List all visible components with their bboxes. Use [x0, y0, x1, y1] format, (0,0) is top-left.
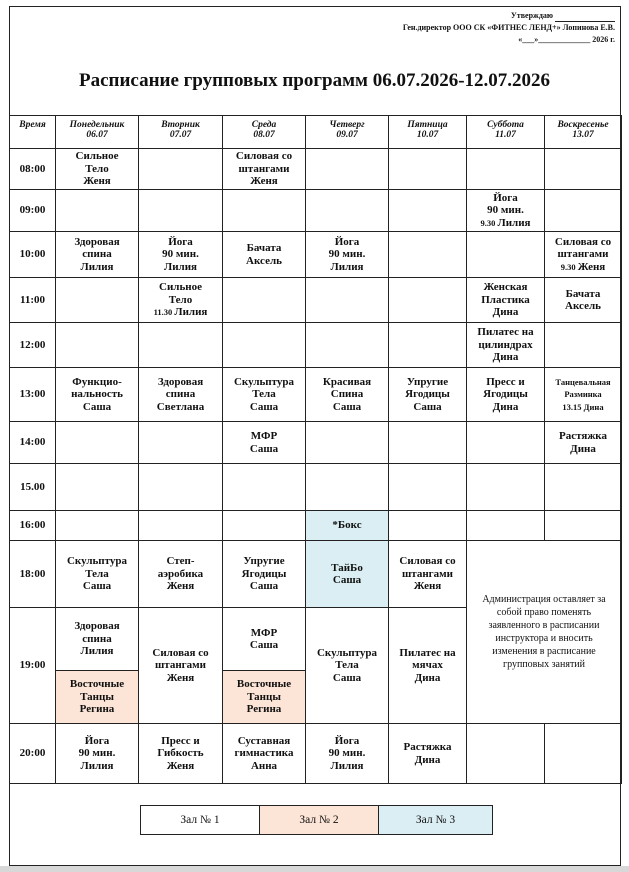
- class-line: Пилатес на: [477, 326, 534, 339]
- class-line: Лилия: [80, 759, 114, 772]
- class-line: Регина: [79, 703, 115, 716]
- class-line: мячах: [412, 659, 443, 672]
- class-line: Анна: [250, 759, 278, 772]
- class-line: *Бокс: [332, 519, 362, 532]
- time-cell: 18:00: [10, 541, 56, 608]
- class-line: Бачата: [246, 242, 282, 254]
- time-cell: 16:00: [10, 511, 56, 541]
- empty-cell: [223, 278, 306, 323]
- class-line: Тела: [252, 388, 276, 401]
- empty-cell: [306, 323, 389, 368]
- class-line: Суставная: [237, 734, 291, 747]
- legend-hall-3: Зал № 3: [378, 805, 493, 835]
- empty-cell: [467, 232, 545, 278]
- empty-cell: [223, 190, 306, 232]
- class-line: Бачата: [565, 287, 601, 300]
- class-cell: [139, 541, 223, 608]
- class-cell: [223, 724, 306, 784]
- time-cell: 12:00: [10, 323, 56, 368]
- class-cell: [467, 368, 545, 422]
- class-line: Дина: [414, 753, 441, 766]
- empty-cell: [139, 190, 223, 232]
- empty-cell: [139, 511, 223, 541]
- time-cell: 08:00: [10, 149, 56, 190]
- class-line: Здоровая: [74, 235, 120, 248]
- empty-cell: [389, 323, 467, 368]
- empty-cell: [467, 464, 545, 511]
- empty-cell: [389, 278, 467, 323]
- empty-cell: [139, 464, 223, 511]
- header-day: Воскресенье 13.07: [545, 116, 622, 149]
- approve-label: Утверждаю: [510, 11, 553, 20]
- class-cell: [389, 541, 467, 608]
- class-line: 90 мин.: [328, 248, 366, 261]
- empty-cell: [306, 278, 389, 323]
- director-line: Ген.директор ООО СК «ФИТНЕС ЛЕНД+» Лопинова Е.В.: [402, 23, 615, 32]
- class-line: Лилия: [80, 260, 114, 273]
- class-cell: [56, 541, 139, 608]
- class-line: Саша: [413, 400, 442, 413]
- class-line: Аксель: [565, 300, 601, 312]
- empty-cell: [306, 464, 389, 511]
- empty-cell: [467, 149, 545, 190]
- class-cell: [389, 608, 467, 724]
- class-cell: [306, 724, 389, 784]
- empty-cell: [467, 422, 545, 464]
- class-line: цилиндрах: [478, 338, 533, 351]
- time-cell: 10:00: [10, 232, 56, 278]
- empty-cell: [139, 149, 223, 190]
- time-cell: 11:00: [10, 278, 56, 323]
- empty-cell: [545, 464, 622, 511]
- class-line: Силовая со: [554, 235, 612, 248]
- legend-hall-1: Зал № 1: [140, 805, 260, 835]
- class-line: ТайБо: [331, 561, 363, 574]
- class-line: Женя: [250, 175, 278, 188]
- class-line: Красивая: [322, 375, 372, 388]
- class-line: Танцы: [247, 690, 281, 703]
- class-line: Аксель: [246, 254, 282, 267]
- class-cell: [223, 232, 306, 278]
- empty-cell: [389, 422, 467, 464]
- approval-date: «___»_____________ 2026 г.: [518, 35, 615, 44]
- class-line: 90 мин.: [328, 747, 366, 760]
- header-row: [10, 116, 622, 149]
- class-line: Регина: [246, 703, 282, 716]
- class-line: Разминка: [564, 389, 602, 400]
- class-line: МФР: [250, 430, 278, 442]
- class-line: спина: [82, 632, 112, 645]
- class-line: Здоровая: [74, 620, 120, 633]
- header-day: Пятница 10.07: [389, 116, 467, 149]
- class-cell: [467, 278, 545, 323]
- class-cell: [223, 608, 306, 671]
- class-line: спина: [82, 248, 112, 261]
- header-day: Понедельник 06.07: [56, 116, 139, 149]
- class-line: Саша: [82, 580, 112, 593]
- time-cell: 14:00: [10, 422, 56, 464]
- class-line: Растяжка: [403, 741, 452, 753]
- header-time: Время: [10, 116, 56, 149]
- header-day: Суббота 11.07: [467, 116, 545, 149]
- header-day: Среда 08.07: [223, 116, 306, 149]
- empty-cell: [545, 149, 622, 190]
- class-line: Женя: [83, 175, 111, 188]
- class-cell: [139, 232, 223, 278]
- class-cell: [56, 149, 139, 190]
- class-line: штангами: [557, 248, 609, 261]
- class-line: 9.30 Женя: [560, 260, 606, 273]
- class-cell: [306, 541, 389, 608]
- class-cell: [223, 368, 306, 422]
- class-cell: [389, 724, 467, 784]
- class-cell: [139, 724, 223, 784]
- class-line: Женя: [413, 580, 442, 593]
- class-line: Йога: [334, 734, 360, 747]
- time-cell: 19:00: [10, 608, 56, 724]
- empty-cell: [56, 278, 139, 323]
- class-line: Скульптура: [316, 646, 378, 659]
- class-line: 90 мин.: [162, 248, 199, 261]
- empty-cell: [389, 511, 467, 541]
- class-line: Тела: [85, 567, 109, 580]
- class-line: Саша: [249, 400, 279, 413]
- class-line: нальность: [71, 388, 123, 401]
- empty-cell: [56, 464, 139, 511]
- empty-cell: [56, 422, 139, 464]
- class-line: Сильное: [159, 281, 202, 294]
- class-line: Женя: [166, 671, 195, 684]
- empty-cell: [545, 724, 622, 784]
- class-line: Женя: [166, 759, 195, 772]
- class-cell: [467, 190, 545, 232]
- class-line: Саша: [249, 639, 279, 651]
- class-line: Ягодицы: [241, 567, 287, 580]
- class-line: Йога: [334, 235, 360, 248]
- class-line: Ягодицы: [405, 388, 450, 401]
- class-line: Танцы: [80, 690, 114, 703]
- empty-cell: [306, 149, 389, 190]
- class-line: 9.30 Лилия: [480, 216, 531, 229]
- empty-cell: [545, 323, 622, 368]
- empty-cell: [223, 464, 306, 511]
- class-cell: [467, 323, 545, 368]
- class-line: 90 мин.: [78, 747, 116, 760]
- class-line: 13.15 Дина: [562, 401, 604, 412]
- empty-cell: [389, 149, 467, 190]
- class-line: Женя: [166, 580, 195, 593]
- class-line: Сильное: [75, 150, 119, 163]
- schedule-table: [9, 115, 622, 784]
- class-line: штангами: [402, 567, 453, 580]
- class-line: МФР: [250, 626, 278, 639]
- class-line: штангами: [155, 659, 206, 672]
- signature-line: [555, 13, 615, 22]
- class-line: Лилия: [164, 260, 197, 273]
- admin-note: Администрация оставляет за собой право поменять заявленного в расписании инструктора и вносить изменения в расписание групповых занятий: [467, 541, 622, 724]
- class-line: Дина: [492, 306, 519, 319]
- class-line: Дина: [492, 400, 519, 413]
- class-line: Силовая со: [399, 555, 456, 568]
- class-cell: [545, 422, 622, 464]
- class-cell: [306, 232, 389, 278]
- class-cell: [56, 608, 139, 671]
- page-title: Расписание групповых программ 06.07.2026-12.07.2026: [78, 70, 551, 91]
- time-cell: 13:00: [10, 368, 56, 422]
- empty-cell: [389, 232, 467, 278]
- class-cell: [56, 232, 139, 278]
- class-line: Лилия: [80, 645, 114, 658]
- class-cell: [306, 608, 389, 724]
- empty-cell: [56, 323, 139, 368]
- class-line: Танцевальная: [555, 376, 611, 387]
- class-cell: [139, 608, 223, 724]
- class-cell: [56, 671, 139, 724]
- class-line: 90 мин.: [487, 204, 524, 217]
- class-line: гимнастика: [234, 747, 294, 760]
- class-line: Саша: [332, 574, 362, 586]
- class-cell: [223, 422, 306, 464]
- class-line: штангами: [238, 162, 290, 175]
- header-day: Четверг 09.07: [306, 116, 389, 149]
- class-line: Степ-: [166, 555, 195, 568]
- class-line: аэробика: [157, 567, 204, 580]
- class-line: Дина: [414, 671, 441, 684]
- class-cell: [545, 368, 622, 422]
- empty-cell: [467, 724, 545, 784]
- class-cell: [56, 724, 139, 784]
- class-line: Пресс и: [486, 375, 525, 388]
- class-cell: [223, 671, 306, 724]
- class-line: Йога: [493, 191, 518, 204]
- class-line: Здоровая: [157, 375, 204, 388]
- class-line: Тела: [335, 659, 359, 672]
- class-line: Саша: [82, 400, 112, 413]
- class-line: 11.30 Лилия: [153, 306, 208, 319]
- class-cell: [223, 541, 306, 608]
- class-line: Гибкость: [157, 747, 204, 760]
- class-line: Растяжка: [559, 430, 607, 442]
- class-line: Дина: [492, 351, 519, 364]
- class-cell: [545, 232, 622, 278]
- time-cell: 20:00: [10, 724, 56, 784]
- empty-cell: [139, 422, 223, 464]
- class-line: Светлана: [156, 400, 205, 413]
- empty-cell: [467, 511, 545, 541]
- empty-cell: [223, 511, 306, 541]
- class-line: Тело: [85, 162, 109, 175]
- class-line: спина: [165, 388, 196, 401]
- class-line: Йога: [84, 734, 110, 747]
- class-line: Пресс и: [161, 734, 200, 747]
- legend-hall-2: Зал № 2: [259, 805, 379, 835]
- empty-cell: [306, 422, 389, 464]
- class-cell: [139, 368, 223, 422]
- empty-cell: [545, 511, 622, 541]
- empty-cell: [389, 190, 467, 232]
- class-line: Ягодицы: [483, 388, 528, 401]
- class-line: Саша: [332, 671, 362, 684]
- empty-cell: [56, 511, 139, 541]
- time-cell: 09:00: [10, 190, 56, 232]
- empty-cell: [56, 190, 139, 232]
- class-line: Саша: [249, 442, 279, 455]
- class-cell: [545, 278, 622, 323]
- approval-block: [355, 10, 615, 46]
- class-line: Восточные: [236, 678, 292, 691]
- class-line: Саша: [332, 400, 362, 413]
- page-bottom-edge: [0, 866, 629, 872]
- class-line: Саша: [249, 580, 279, 593]
- header-day: Вторник 07.07: [139, 116, 223, 149]
- class-line: Лилия: [330, 260, 364, 273]
- class-line: Упругие: [406, 375, 449, 388]
- class-line: Силовая со: [152, 646, 209, 659]
- class-line: Тело: [168, 293, 193, 306]
- hall-legend: [140, 805, 493, 835]
- class-cell: [223, 149, 306, 190]
- empty-cell: [306, 190, 389, 232]
- class-line: Скульптура: [233, 375, 295, 388]
- class-cell: [56, 368, 139, 422]
- time-cell: 15.00: [10, 464, 56, 511]
- class-line: Пилатес на: [399, 646, 456, 659]
- class-line: Функцио-: [72, 375, 122, 388]
- class-line: Упругие: [243, 555, 285, 568]
- empty-cell: [389, 464, 467, 511]
- class-line: Лилия: [330, 759, 364, 772]
- class-line: Дина: [570, 442, 596, 455]
- class-line: Силовая со: [235, 150, 293, 163]
- class-cell: [306, 368, 389, 422]
- class-cell: [306, 511, 389, 541]
- class-cell: [139, 278, 223, 323]
- empty-cell: [139, 323, 223, 368]
- class-line: Спина: [330, 388, 364, 401]
- class-cell: [389, 368, 467, 422]
- empty-cell: [223, 323, 306, 368]
- class-line: Пластика: [481, 293, 530, 306]
- class-line: Женская: [483, 281, 528, 294]
- class-line: Скульптура: [66, 555, 128, 568]
- empty-cell: [545, 190, 622, 232]
- class-line: Восточные: [69, 678, 125, 691]
- class-line: Йога: [168, 235, 193, 248]
